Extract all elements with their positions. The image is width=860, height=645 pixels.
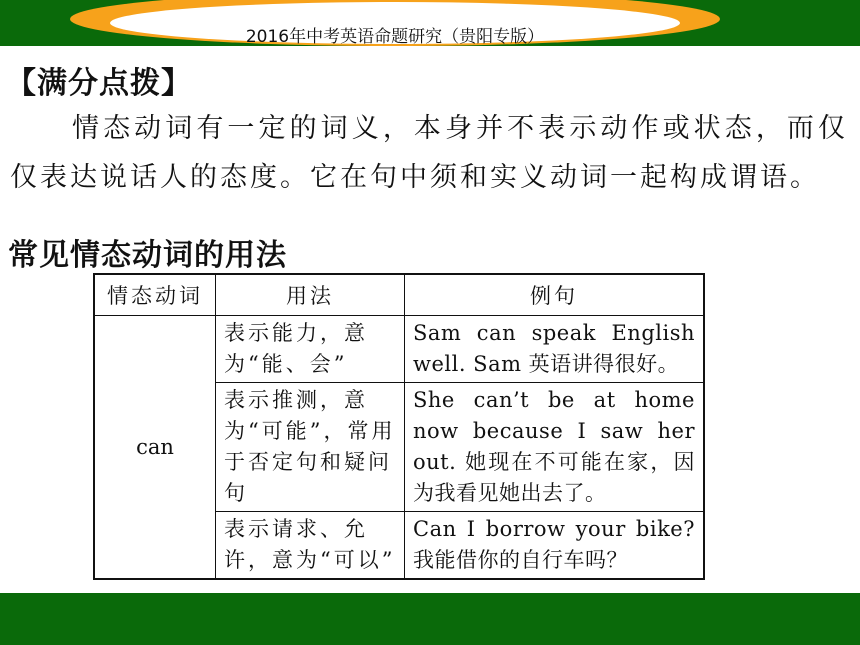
example-cell: Can I borrow your bike? 我能借你的自行车吗？ — [405, 512, 705, 580]
usage-cell: 表示请求、允许，意为“可以” — [216, 512, 405, 580]
tip-paragraph: 情态动词有一定的词义，本身并不表示动作或状态，而仅仅表达说话人的态度。它在句中须和实义动词一起构成谓语。 — [10, 113, 848, 193]
example-cell: Sam can speak English well. Sam 英语讲得很好。 — [405, 316, 705, 383]
section-title: 常见情态动词的用法 — [8, 238, 287, 273]
verb-cell: can — [94, 316, 216, 580]
table-row — [94, 316, 704, 383]
column-header-verb: 情态动词 — [94, 274, 216, 316]
tip-heading: 【满分点拨】 — [6, 66, 192, 101]
table-header-row — [94, 274, 704, 316]
usage-cell: 表示推测，意为“可能”，常用于否定句和疑问句 — [216, 383, 405, 512]
modal-verb-table — [93, 273, 705, 580]
column-header-example: 例句 — [405, 274, 705, 316]
example-cell: She can’t be at home now because I saw her out. 她现在不可能在家，因为我看见她出去了。 — [405, 383, 705, 512]
header-title: 2016年中考英语命题研究（贵阳专版） — [245, 27, 545, 47]
column-header-usage: 用法 — [216, 274, 405, 316]
footer-band — [0, 593, 860, 645]
usage-cell: 表示能力，意为“能、会” — [216, 316, 405, 383]
